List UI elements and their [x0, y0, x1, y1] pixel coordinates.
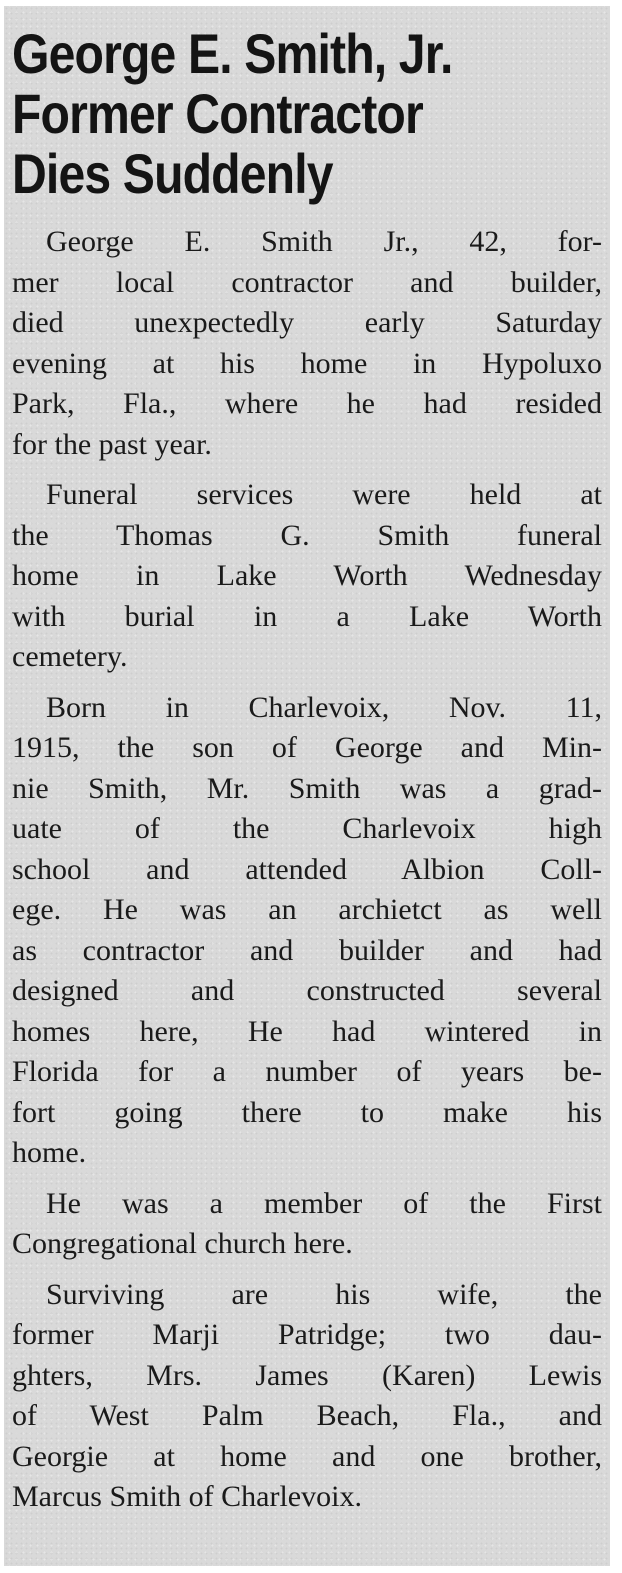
text-line: homes here, He had wintered in	[12, 1014, 602, 1048]
text-line: Surviving are his wife, the	[46, 1277, 602, 1311]
text-line: ghters, Mrs. James (Karen) Lewis	[12, 1358, 602, 1392]
text-line: cemetery.	[12, 640, 128, 673]
text-line: school and attended Albion Coll-	[12, 852, 602, 886]
text-line: designed and constructed several	[12, 974, 602, 1007]
text-line: died unexpectedly early Saturday	[12, 306, 602, 339]
text-line: Congregational church here.	[12, 1227, 353, 1260]
text-line: Park, Fla., where he had resided	[12, 387, 602, 420]
text-line: fort going there to make his	[12, 1095, 602, 1129]
headline-line: George E. Smith, Jr.	[12, 22, 453, 85]
text-line: nie Smith, Mr. Smith was a grad-	[12, 771, 602, 805]
paragraph-church	[12, 1184, 602, 1265]
headline-line: Former Contractor	[12, 82, 423, 145]
text-line: of West Palm Beach, Fla., and	[12, 1399, 602, 1432]
text-line: the Thomas G. Smith funeral	[12, 518, 602, 552]
text-line: former Marji Patridge; two dau-	[12, 1318, 602, 1351]
text-line: Georgie at home and one brother,	[12, 1439, 602, 1473]
text-line: Florida for a number of years be-	[12, 1055, 602, 1088]
text-line: for the past year.	[12, 427, 212, 461]
text-line: Marcus Smith of Charlevoix.	[12, 1480, 362, 1513]
text-line: George E. Smith Jr., 42, for-	[46, 225, 602, 258]
headline-line: Dies Suddenly	[12, 142, 333, 205]
text-line: ege. He was an archietct as well	[12, 893, 602, 926]
newspaper-clipping	[4, 6, 610, 1566]
paragraph-death-notice	[12, 222, 602, 465]
text-line: home.	[12, 1136, 87, 1169]
paragraph-biography	[12, 688, 602, 1174]
text-line: home in Lake Worth Wednesday	[12, 559, 602, 592]
paragraph-funeral	[12, 475, 602, 678]
text-line: uate of the Charlevoix high	[12, 812, 602, 845]
text-line: Born in Charlevoix, Nov. 11,	[46, 690, 602, 724]
text-line: Funeral services were held at	[46, 478, 602, 511]
text-line: He was a member of the First	[46, 1186, 602, 1220]
paragraph-survivors	[12, 1275, 602, 1518]
text-line: as contractor and builder and had	[12, 933, 602, 967]
text-line: evening at his home in Hypoluxo	[12, 346, 602, 380]
text-line: 1915, the son of George and Min-	[12, 731, 602, 764]
text-line: with burial in a Lake Worth	[12, 599, 602, 633]
headline	[12, 24, 601, 204]
text-line: mer local contractor and builder,	[12, 265, 602, 299]
